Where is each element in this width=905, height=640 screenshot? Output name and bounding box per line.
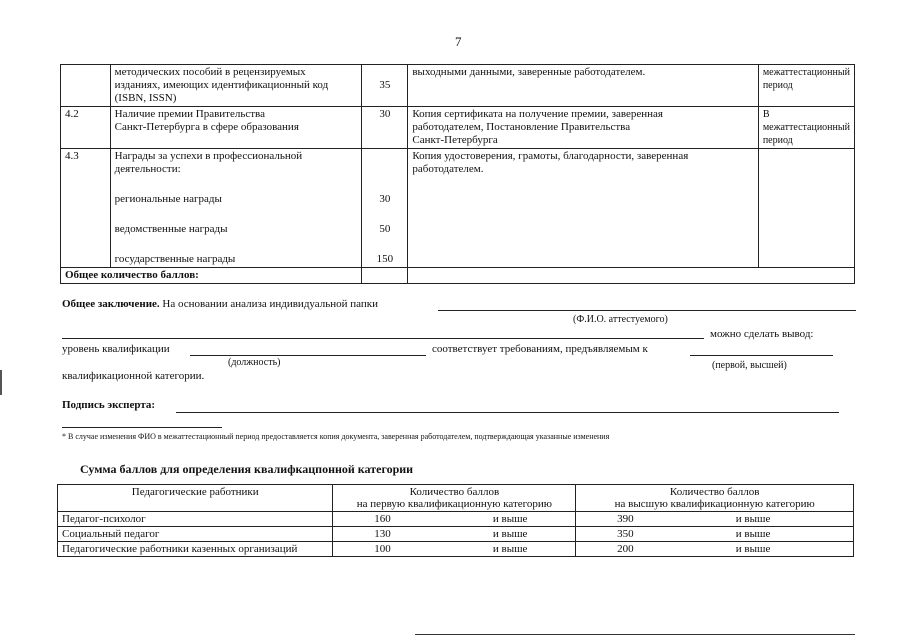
conclusion-text: На основании анализа индивидуальной папки [162, 298, 379, 310]
table-row [61, 107, 855, 149]
qualification-blank[interactable] [190, 355, 426, 356]
footnote: * В случае изменения ФИО в межаттестационный период предоставляется копия документа, заверенная работодателем, подтверждающая указанные изменения [62, 432, 610, 441]
high-points: 200 и выше [576, 542, 854, 557]
fio-blank-2[interactable] [62, 338, 704, 339]
position-caption: (должность) [228, 357, 281, 368]
fio-blank[interactable] [438, 310, 856, 311]
category-text: квалификационной категории. [62, 370, 205, 382]
signature-label: Подпись эксперта: [62, 399, 156, 411]
qualification-label: уровень квалификации [62, 343, 170, 355]
conclusion-line [62, 298, 378, 310]
header-workers: Педагогические работники [58, 485, 333, 512]
summary-table [57, 484, 854, 557]
criteria-table [60, 64, 855, 284]
bottom-rule [415, 634, 855, 635]
total-row [61, 268, 855, 284]
row-number-cell: 4.3 [61, 149, 111, 268]
total-points-cell [362, 268, 408, 284]
document-cell: Копия удостоверения, грамоты, благодарности, заверенная работодателем. [408, 149, 758, 268]
worker-name: Педагог-психолог [58, 512, 333, 527]
total-empty-cell [408, 268, 855, 284]
page-number: 7 [455, 34, 462, 49]
summary-title: Сумма баллов для определения квалифкацпонной категории [80, 462, 414, 476]
header-first-category: Количество баллов на первую квалификационную категорию [333, 485, 576, 512]
first-points: 160 и выше [333, 512, 576, 527]
conclusion-text-2: можно сделать вывод: [710, 328, 814, 340]
table-header-row [58, 485, 854, 512]
requirements-text: соответствует требованиям, предъявляемым к [432, 343, 648, 355]
worker-name: Педагогические работники казенных организаций [58, 542, 333, 557]
header-high-category: Количество баллов на высшую квалификационную категорию [576, 485, 854, 512]
fio-caption: (Ф.И.О. аттестуемого) [573, 314, 668, 325]
row-number-cell [61, 65, 111, 107]
period-cell [758, 149, 854, 268]
criterion-cell: Наличие премии Правительства Санкт-Петербурга в сфере образования [110, 107, 362, 149]
document-cell: Копия сертификата на получение премии, заверенная работодателем, Постановление Правительства Санкт-Петербурга [408, 107, 758, 149]
document-cell: выходными данными, заверенные работодателем. [408, 65, 758, 107]
first-points: 100 и выше [333, 542, 576, 557]
points-cell: 30 50 150 [362, 149, 408, 268]
period-cell: межаттестационный период [758, 65, 854, 107]
points-cell: 30 [362, 107, 408, 149]
table-row [61, 149, 855, 268]
period-cell: В межаттестационный период [758, 107, 854, 149]
scan-margin-mark [0, 370, 2, 395]
footnote-separator [62, 427, 222, 428]
points-cell: 35 [362, 65, 408, 107]
high-points: 350 и выше [576, 527, 854, 542]
table-row [61, 65, 855, 107]
first-points: 130 и выше [333, 527, 576, 542]
category-blank[interactable] [690, 355, 833, 356]
conclusion-label: Общее заключение. [62, 298, 160, 310]
table-row [58, 527, 854, 542]
category-caption: (первой, высшей) [712, 360, 787, 371]
criterion-cell: методических пособий в рецензируемых изданиях, имеющих идентификационный код (ISBN, ISSN) [110, 65, 362, 107]
criterion-cell: Награды за успехи в профессиональной деятельности: региональные награды ведомственные награды государственные награды [110, 149, 362, 268]
worker-name: Социальный педагог [58, 527, 333, 542]
total-label: Общее количество баллов: [61, 268, 362, 284]
row-number-cell: 4.2 [61, 107, 111, 149]
high-points: 390 и выше [576, 512, 854, 527]
signature-blank[interactable] [176, 412, 839, 413]
table-row [58, 542, 854, 557]
table-row [58, 512, 854, 527]
